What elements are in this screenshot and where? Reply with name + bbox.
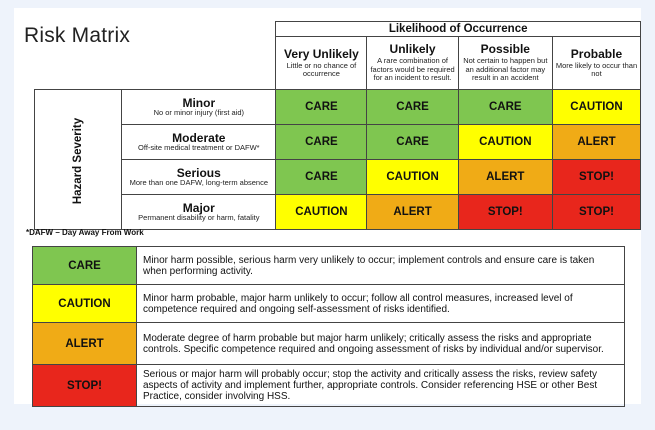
severity-row-minor (122, 90, 276, 125)
likelihood-title: Unlikely (389, 42, 436, 57)
risk-cell: CARE (367, 125, 458, 160)
legend-level-care: CARE (33, 247, 137, 285)
risk-legend-table (32, 246, 625, 407)
risk-cell: ALERT (367, 195, 458, 230)
hazard-severity-label-cell (35, 90, 122, 230)
matrix-corner (35, 22, 276, 37)
severity-desc: Permanent disability or harm, fatality (138, 213, 260, 222)
risk-matrix-sheet (14, 8, 641, 404)
likelihood-header: Likelihood of Occurrence (276, 22, 641, 37)
dafw-footnote: *DAFW – Day Away From Work (26, 228, 144, 237)
severity-title: Major (182, 201, 215, 215)
risk-cell: CARE (276, 125, 367, 160)
risk-cell: CAUTION (458, 125, 552, 160)
risk-cell: ALERT (552, 125, 640, 160)
likelihood-title: Probable (570, 46, 623, 61)
likelihood-column-probable (552, 37, 640, 90)
risk-cell: CAUTION (552, 90, 640, 125)
matrix-corner-lower (35, 37, 276, 90)
legend-desc-stop: Serious or major harm will probably occur; stop the activity and critically assess the risks, review safety aspects of activity and implement further, appropriate controls. Consider referencing HSE or other Best Practice, consider involving HSS. (137, 365, 625, 407)
legend-desc-alert: Moderate degree of harm probable but major harm unlikely; critically assess the risks and appropriate controls. Specific competence required and ongoing assessment of risks by individual and/or supervisor. (137, 323, 625, 365)
risk-cell: CARE (367, 90, 458, 125)
legend-level-stop: STOP! (33, 365, 137, 407)
risk-cell: CARE (276, 90, 367, 125)
severity-title: Moderate (172, 131, 226, 145)
likelihood-title: Possible (480, 42, 530, 57)
legend-desc-caution: Minor harm probable, major harm unlikely to occur; follow all control measures, increased level of competence required and ongoing self-assessment of risks identified. (137, 285, 625, 323)
legend-level-caution: CAUTION (33, 285, 137, 323)
risk-matrix-table (34, 21, 641, 230)
legend-level-alert: ALERT (33, 323, 137, 365)
legend-desc-care: Minor harm possible, serious harm very unlikely to occur; implement controls and ensure care is taken when performing activity. (137, 247, 625, 285)
page-title: Risk Matrix (24, 24, 131, 47)
likelihood-column-unlikely (367, 37, 458, 90)
risk-cell: CARE (276, 160, 367, 195)
likelihood-desc: Not certain to happen but an additional factor may result in an accident (463, 56, 548, 83)
severity-row-major (122, 195, 276, 230)
risk-cell: CAUTION (367, 160, 458, 195)
likelihood-title: Very Unlikely (284, 46, 359, 61)
risk-cell: STOP! (458, 195, 552, 230)
likelihood-column-very-unlikely (276, 37, 367, 90)
risk-cell: ALERT (458, 160, 552, 195)
risk-cell: CAUTION (276, 195, 367, 230)
risk-cell: STOP! (552, 160, 640, 195)
severity-desc: Off-site medical treatment or DAFW* (138, 143, 260, 152)
severity-row-moderate (122, 125, 276, 160)
severity-row-serious (122, 160, 276, 195)
severity-desc: No or minor injury (first aid) (153, 108, 245, 117)
severity-desc: More than one DAFW, long-term absence (129, 178, 269, 187)
risk-cell: CARE (458, 90, 552, 125)
hazard-severity-label: Hazard Severity (72, 117, 85, 204)
severity-title: Serious (176, 166, 221, 180)
likelihood-desc: More likely to occur than not (555, 60, 638, 78)
risk-cell: STOP! (552, 195, 640, 230)
likelihood-desc: Little or no chance of occurrence (286, 60, 357, 78)
likelihood-column-possible (458, 37, 552, 90)
severity-title: Minor (182, 96, 216, 110)
likelihood-desc: A rare combination of factors would be required for an incident to result. (370, 56, 455, 83)
